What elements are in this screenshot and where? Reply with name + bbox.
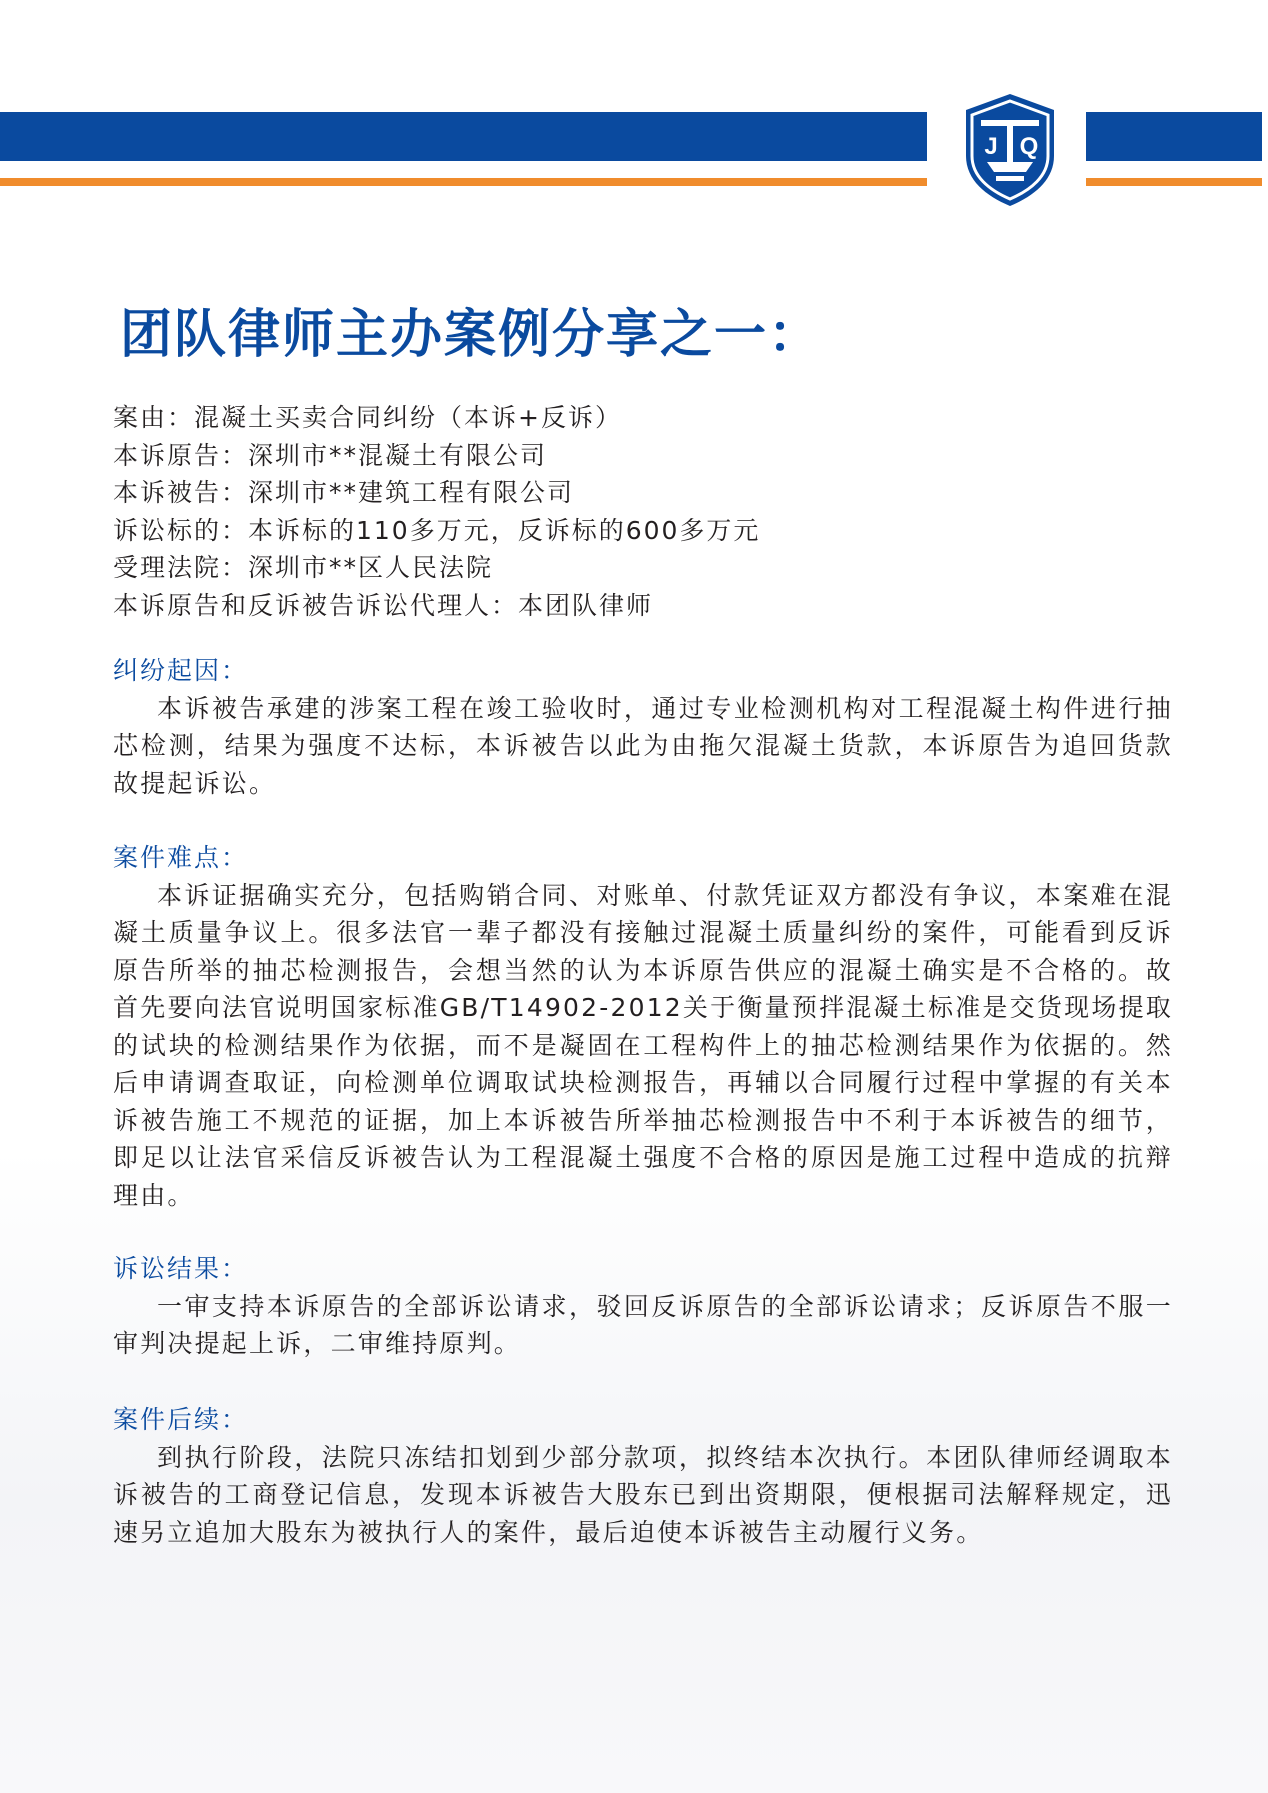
section-heading: 案件难点： [113, 843, 249, 872]
header-blue-band-right [1086, 112, 1262, 161]
section-heading: 纠纷起因： [113, 656, 249, 685]
logo-letter-j: J [984, 133, 998, 160]
section-follow-up [113, 1401, 1173, 1551]
case-info-cause: 案由：混凝土买卖合同纠纷（本诉+反诉） [113, 403, 622, 432]
case-info-amount: 诉讼标的：本诉标的110多万元，反诉标的600多万元 [113, 515, 761, 545]
section-heading: 诉讼结果： [113, 1254, 249, 1283]
page-title: 团队律师主办案例分享之一： [120, 304, 823, 365]
case-info-list [113, 399, 760, 624]
section-body: 到执行阶段，法院只冻结扣划到少部分款项，拟终结本次执行。本团队律师经调取本诉被告的工商登记信息，发现本诉被告大股东已到出资期限，便根据司法解释规定，迅速另立追加大股东为被执行人的案件，最后迫使本诉被告主动履行义务。 [113, 1442, 1173, 1547]
case-info-defendant: 本诉被告：深圳市**建筑工程有限公司 [113, 478, 575, 507]
section-body: 一审支持本诉原告的全部诉讼请求，驳回反诉原告的全部诉讼请求；反诉原告不服一审判决提起上诉，二审维持原判。 [113, 1291, 1173, 1358]
section-dispute-cause [113, 652, 1173, 802]
scales-shield-icon [962, 92, 1058, 208]
section-litigation-result [113, 1250, 1173, 1363]
header-orange-band-right [1086, 178, 1262, 186]
case-info-agent: 本诉原告和反诉被告诉讼代理人：本团队律师 [113, 590, 654, 620]
section-body: 本诉被告承建的涉案工程在竣工验收时，通过专业检测机构对工程混凝土构件进行抽芯检测，结果为强度不达标，本诉被告以此为由拖欠混凝土货款，本诉原告为追回货款故提起诉讼。 [113, 693, 1173, 798]
section-case-difficulty [113, 839, 1173, 1214]
case-info-court: 受理法院：深圳市**区人民法院 [113, 553, 494, 582]
case-info-plaintiff: 本诉原告：深圳市**混凝土有限公司 [113, 440, 548, 470]
logo-letter-q: Q [1019, 133, 1039, 160]
section-body: 本诉证据确实充分，包括购销合同、对账单、付款凭证双方都没有争议，本案难在混凝土质量争议上。很多法官一辈子都没有接触过混凝土质量纠纷的案件，可能看到反诉原告所举的抽芯检测报告，会想当然的认为本诉原告供应的混凝土确实是不合格的。故首先要向法官说明国家标准GB/T14902-2012关于衡量预拌混凝土标准是交货现场提取的试块的检测结果作为依据，而不是凝固在工程构件上的抽芯检测结果作为依据的。然后申请调查取证，向检测单位调取试块检测报告，再辅以合同履行过程中掌握的有关本诉被告施工不规范的证据，加上本诉被告所举抽芯检测报告中不利于本诉被告的细节，即足以让法官采信反诉被告认为工程混凝土强度不合格的原因是施工过程中造成的抗辩理由。 [113, 880, 1173, 1210]
header-blue-band-left [0, 112, 927, 161]
section-heading: 案件后续： [113, 1405, 249, 1434]
header-orange-band-left [0, 178, 927, 186]
